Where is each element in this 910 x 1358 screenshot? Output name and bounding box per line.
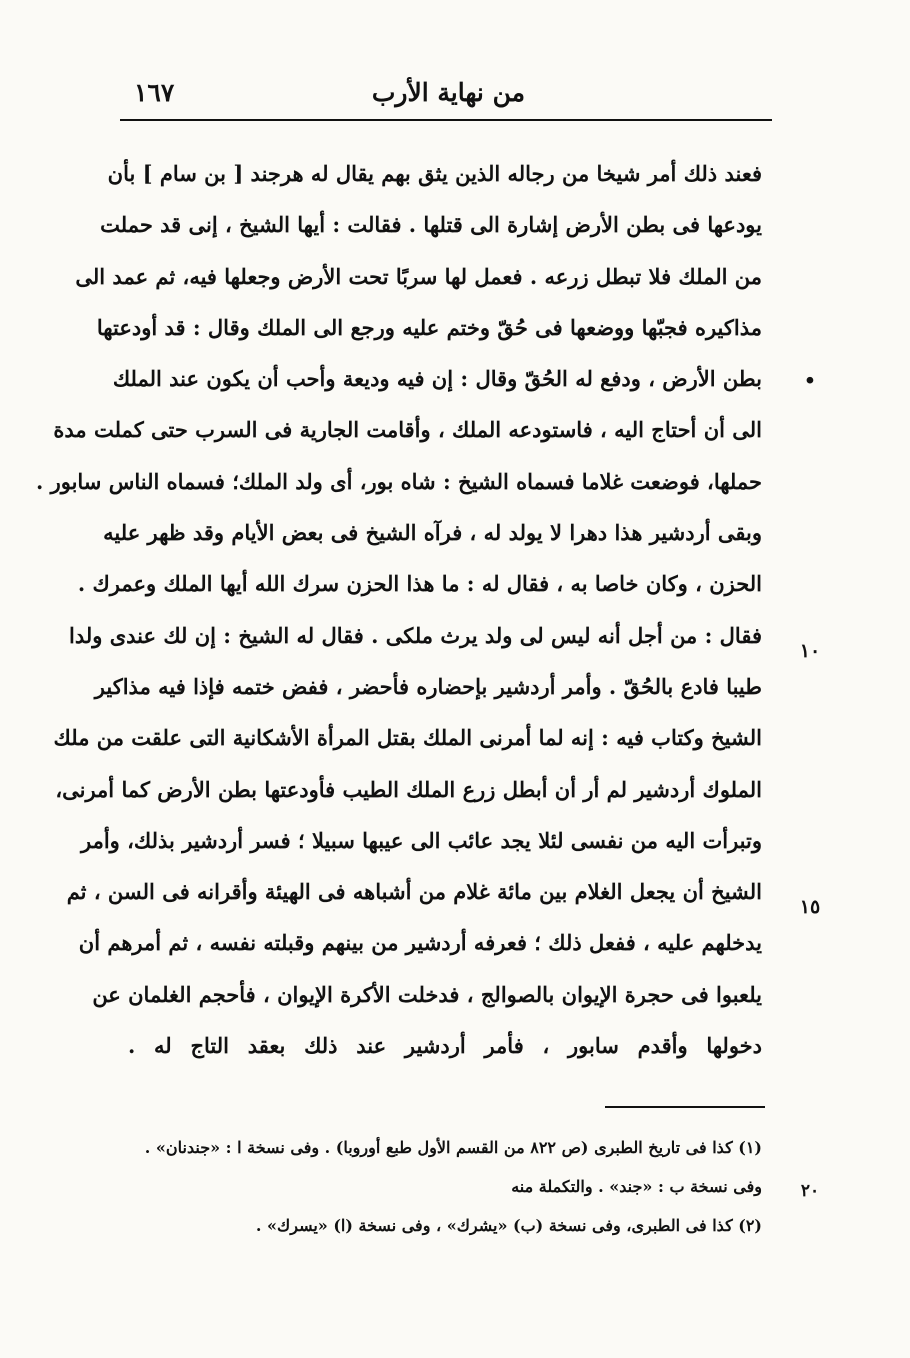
line-marker-20: ٢٠	[800, 1181, 820, 1201]
text-line: وتبرأت اليه من نفسى لئلا يجد عائب الى عيبها سبيلا ؛ فسر أردشير بذلك، وأمر	[81, 827, 762, 853]
text-line: الحزن ، وكان خاصا به ، فقال له : ما هذا الحزن سرك الله أيها الملك وعمرك .	[77, 571, 762, 597]
text-line: الى أن أحتاج اليه ، فاستودعه الملك ، وأقامت الجارية فى السرب حتى كملت مدة	[53, 417, 762, 443]
text-line: يلعبوا فى حجرة الإيوان بالصوالج ، فدخلت الأكرة الإيوان ، فأحجم الغلمان عن	[92, 981, 762, 1007]
page-header	[120, 78, 770, 118]
text-line: دخولها وأقدم سابور ، فأمر أردشير عند ذلك بعقد التاج له .	[128, 1033, 762, 1059]
header-rule	[120, 119, 772, 121]
text-line: فقال : من أجل أنه ليس لى ولد يرث ملكى . فقال له الشيخ : إن لك عندى ولدا	[68, 622, 762, 648]
text-line: يودعها فى بطن الأرض إشارة الى قتلها . فقالت : أيها الشيخ ، إنى قد حملت	[100, 212, 762, 238]
text-line: من الملك فلا تبطل زرعه . فعمل لها سربًا تحت الأرض وجعلها فيه، ثم عمد الى	[75, 263, 762, 289]
text-line: وبقى أردشير هذا دهرا لا يولد له ، فرآه الشيخ فى بعض الأيام وقد ظهر عليه	[103, 520, 762, 546]
footnotes	[144, 1128, 762, 1245]
footnote-rule	[605, 1106, 765, 1108]
line-marker-15: ١٥	[799, 896, 821, 918]
text-line: الملوك أردشير لم أر أن أبطل زرع الملك الطيب فأودعتها بطن الأرض كما أمرنى،	[55, 776, 762, 802]
footnote-line: وفى نسخة ب : «جند» . والتكملة منه	[511, 1177, 762, 1196]
page-number: ١٦٧	[134, 78, 175, 107]
line-marker-10: ١٠	[799, 640, 821, 662]
text-line: يدخلهم عليه ، ففعل ذلك ؛ فعرفه أردشير من بينهم وقبلته نفسه ، ثم أمرهم أن	[78, 930, 762, 956]
running-title: من نهاية الأرب	[371, 78, 525, 107]
footnote-line: (٢) كذا فى الطبرى، وفى نسخة (ب) «يشرك» ، وفى نسخة (ا) «يسرك» .	[255, 1216, 762, 1235]
text-line: مذاكيره فجبّها ووضعها فى حُقّ وختم عليه ورجع الى الملك وقال : قد أودعتها	[96, 314, 762, 340]
footnote-line: (١) كذا فى تاريخ الطبرى (ص ٨٢٢ من القسم الأول طبع أوروبا) . وفى نسخة ا : «جندنان» .	[144, 1138, 762, 1157]
text-line: الشيخ أن يجعل الغلام بين مائة غلام من أشباهه فى الهيئة وأقرانه فى السن ، ثم	[66, 879, 762, 905]
text-line: طيبا فادع بالحُقّ . وأمر أردشير بإحضاره فأحضر ، ففض ختمه فإذا فيه مذاكير	[94, 673, 762, 699]
line-marker-5: •	[803, 370, 817, 392]
text-line: حملها، فوضعت غلاما فسماه الشيخ : شاه بور، أى ولد الملك؛ فسماه الناس سابور .	[35, 468, 762, 494]
text-line: الشيخ وكتاب فيه : إنه لما أمرنى الملك بقتل المرأة الأشكانية التى علقت من ملك	[53, 725, 762, 751]
text-line: بطن الأرض ، ودفع له الحُقّ وقال : إن فيه وديعة وأحب أن يكون عند الملك	[112, 366, 762, 392]
text-line: فعند ذلك أمر شيخا من رجاله الذين يثق بهم يقال له هرجند [ بن سام ] بأن	[107, 161, 762, 186]
body-text	[35, 148, 762, 1071]
